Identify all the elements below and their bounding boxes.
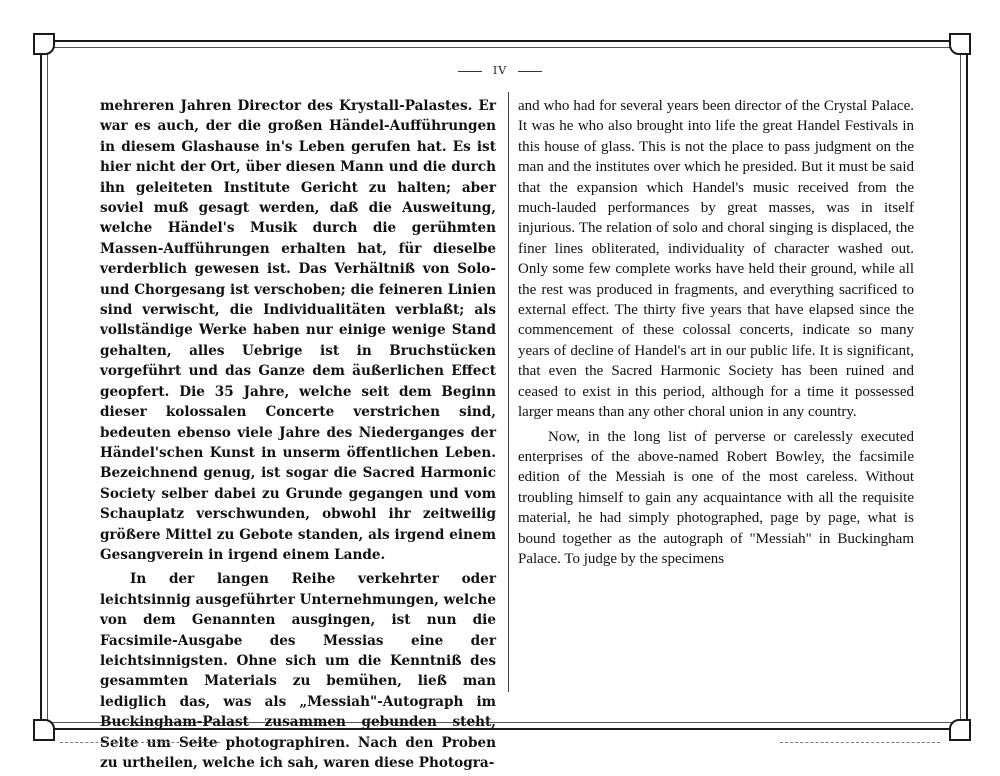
header-ornament-left <box>458 71 482 72</box>
column-divider <box>508 92 509 692</box>
corner-ornament-bottom-right <box>949 719 971 741</box>
corner-ornament-top-left <box>33 33 55 55</box>
german-paragraph-1: mehreren Jahren Director des Krystall-Palastes. Er war es auch, der die großen Händel-Aufführungen in diesem Glashause in's Leben gerufen hat. Es ist hier nicht der Ort, über diesen Mann und die durch ihn geleiteten Institute Gericht zu halten; aber soviel muß gesagt werden, daß die Ausweitung, welche Händel's Musik durch die gerühmten Massen-Aufführungen erhalten hat, für dieselbe verderblich gewesen ist. Das Verhältniß von Solo- und Chorgesang ist verschoben; die feineren Linien sind verwischt, die Individualitäten verblaßt; als vollständige Werke haben nur einige wenige Stand gehalten, alles Uebrige ist in Bruchstücken vorgeführt und das Ganze dem äußerlichen Effect geopfert. Die 35 Jahre, welche seit dem Beginn dieser kolossalen Concerte verstrichen sind, bedeuten ebenso viele Jahre des Niederganges der Händel'schen Kunst in unserm öffentlichen Leben. Bezeichnend genug, ist sogar die Sacred Harmonic Society selber dabei zu Grunde gegangen und vom Schauplatz verschwunden, obwohl ihr zeitweilig größere Mittel zu Gebote standen, als irgend einem Gesangverein in irgend einem Lande. <box>100 98 496 563</box>
header-ornament-right <box>518 71 542 72</box>
corner-ornament-top-right <box>949 33 971 55</box>
footer-rule-left <box>60 742 220 743</box>
english-column <box>518 96 914 569</box>
footer-rule-right <box>780 742 940 743</box>
page-header <box>0 64 1000 77</box>
german-column <box>100 96 496 773</box>
english-paragraph-2: Now, in the long list of perverse or carelessly executed enterprises of the above-named Robert Bowley, the facsimile edition of the Messiah is one of the most careless. Without troubling himself to gain any acquaintance with all the requisite material, he had simply photographed, page by page, what is bound together as the autograph of "Messiah" in Buckingham Palace. To judge by the specimens <box>518 428 914 567</box>
english-paragraph-1: and who had for several years been director of the Crystal Palace. It was he who also brought into life the great Handel Festivals in this house of glass. This is not the place to pass judgment on the man and the institutes over which he presided. But it must be said that the expansion which Handel's music received from the much-lauded performances by great masses, was in itself injurious. The relation of solo and choral singing is displaced, the finer lines obliterated, individuality of character washed out. Only some few complete works have held their ground, while all the rest was produced in fragments, and everything sacrificed to external effect. The thirty five years that have elapsed since the commencement of these colossal concerts, indicate so many years of decline of Handel's art in our public life. It is significant, that even the Sacred Harmonic Society has been ruined and ceased to exist in this period, although for a time it possessed larger means than any other choral union in any country. <box>518 98 914 421</box>
page-number: IV <box>492 64 508 77</box>
german-paragraph-2: In der langen Reihe verkehrter oder leichtsinnig ausgeführter Unternehmungen, welche von dem Genannten ausgingen, ist nun die Facsimile-Ausgabe des Messias eine der leichtsinnigsten. Ohne sich um die Kenntniß des gesammten Materials zu bemühen, ließ man lediglich das, was als „Messiah"-Autograph im Buckingham-Palast zusammen gebunden steht, Seite um Seite photographiren. Nach den Proben zu urtheilen, welche ich sah, waren diese Photogra- <box>100 571 496 771</box>
corner-ornament-bottom-left <box>33 719 55 741</box>
